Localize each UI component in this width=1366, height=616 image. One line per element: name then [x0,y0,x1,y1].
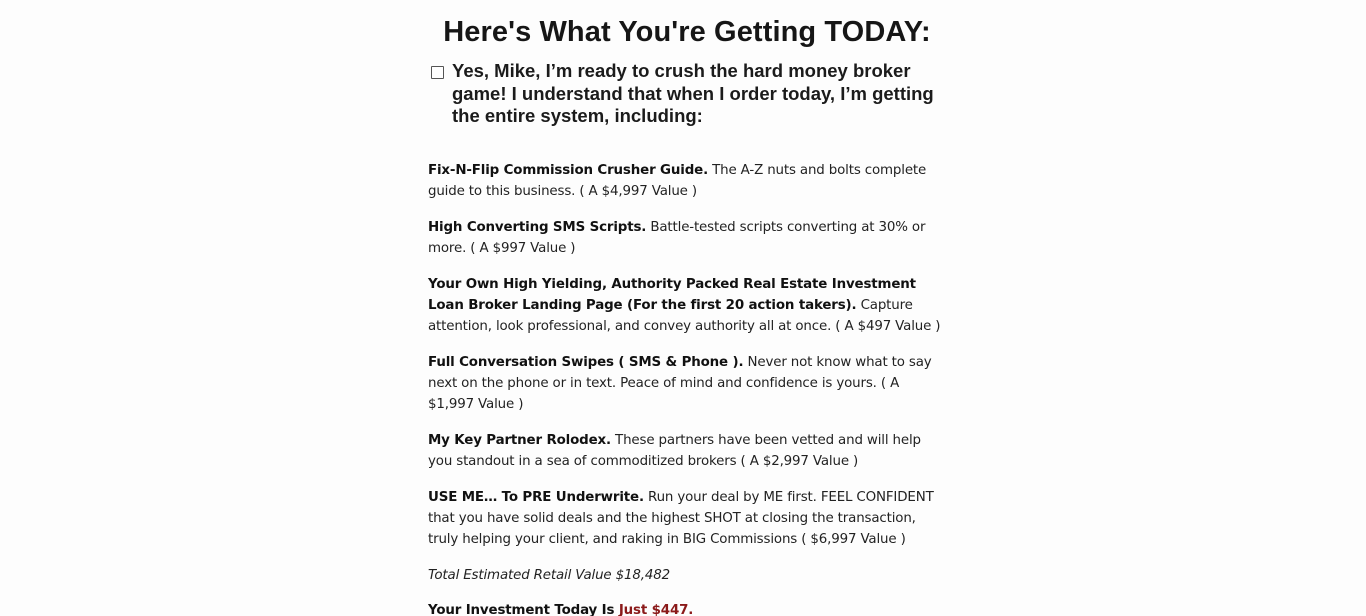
item-description: Capture attention, look professional, and convey authority all at once. ( A $497 Value ) [428,297,941,334]
investment-price: Just $447. [618,602,694,616]
page-title: Here's What You're Getting TODAY: [443,16,931,48]
item-title: Fix-N-Flip Commission Crusher Guide. [428,162,709,178]
list-item [428,487,946,550]
list-item [428,430,946,472]
investment-label: Your Investment Today Is [428,602,619,616]
item-title: My Key Partner Rolodex. [428,432,611,448]
item-description: Run your deal by ME first. FEEL CONFIDENT that you have solid deals and the highest SHOT at closing the transaction, truly helping your client, and raking in BIG Commissions ( $6,997 Value ) [428,489,934,547]
confirmation-row [428,60,946,128]
list-item [428,160,946,202]
list-item [428,352,946,415]
offer-content [428,0,946,616]
item-title: USE ME… To PRE Underwrite. [428,489,644,505]
investment-line [428,600,946,616]
item-description: The A-Z nuts and bolts complete guide to this business. ( A $4,997 Value ) [428,162,927,199]
confirmation-text: Yes, Mike, I’m ready to crush the hard money broker game! I understand that when I order today, I’m getting the entire system, including: [452,60,934,126]
item-description: Never not know what to say next on the phone or in text. Peace of mind and confidence is yours. ( A $1,997 Value ) [428,354,932,412]
item-title: High Converting SMS Scripts. [428,219,647,235]
item-title: Full Conversation Swipes ( SMS & Phone ). [428,354,744,370]
included-items-list [428,160,946,550]
item-title: Your Own High Yielding, Authority Packed Real Estate Investment Loan Broker Landing Page (For the first 20 action takers). [428,276,916,313]
list-item [428,274,946,337]
confirmation-checkbox[interactable] [431,66,444,79]
total-retail-value: Total Estimated Retail Value $18,482 [428,567,670,583]
list-item [428,217,946,259]
item-description: Battle-tested scripts converting at 30% or more. ( A $997 Value ) [428,219,926,256]
item-description: These partners have been vetted and will help you standout in a sea of commoditized brokers ( A $2,997 Value ) [428,432,921,469]
